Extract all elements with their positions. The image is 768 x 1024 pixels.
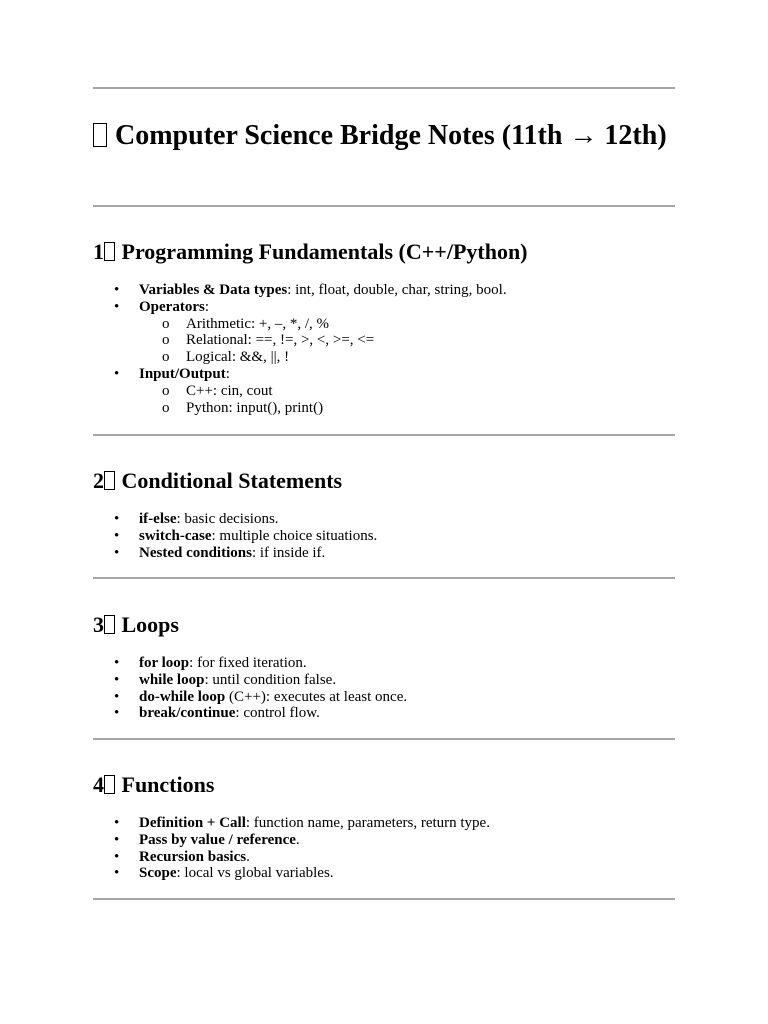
missing-glyph-icon <box>104 615 115 634</box>
bullet-list <box>93 282 507 416</box>
sub-list-item: o C++: cin, cout <box>139 383 507 400</box>
list-item-term: Variables & Data types <box>139 282 288 298</box>
missing-glyph-icon <box>93 123 107 147</box>
list-item-text: : function name, parameters, return type. <box>245 815 490 831</box>
list-item-term: Recursion basics <box>139 848 247 865</box>
list-item <box>93 511 377 528</box>
list-item-term: Nested conditions <box>139 544 252 561</box>
section-heading-text: Programming Fundamentals (C++/Python) <box>121 239 528 264</box>
list-item <box>93 689 407 706</box>
sub-list-item: o Python: input(), print() <box>139 400 507 417</box>
document-title-text: Computer Science Bridge Notes (11th → 12th) <box>115 120 667 151</box>
list-item <box>93 299 507 366</box>
section-number: 2 <box>93 468 104 493</box>
section-number: 3 <box>93 612 104 637</box>
list-item <box>93 849 490 866</box>
horizontal-rule <box>93 434 675 436</box>
list-item-text: : basic decisions. <box>176 511 279 527</box>
section-heading-text: Loops <box>121 612 179 637</box>
list-item-term: Definition + Call <box>139 815 246 831</box>
list-item-text: : for fixed iteration. <box>189 655 307 671</box>
list-item <box>93 832 490 849</box>
missing-glyph-icon <box>104 775 115 794</box>
list-item-term: switch-case <box>139 527 212 544</box>
list-item-text: : multiple choice situations. <box>211 527 378 544</box>
horizontal-rule <box>93 205 675 207</box>
horizontal-rule <box>93 87 675 89</box>
list-item-term: if-else <box>139 511 177 527</box>
list-item-text: . <box>295 831 300 848</box>
list-item-text: : int, float, double, char, string, bool. <box>287 282 507 298</box>
list-item-text: : <box>225 365 230 382</box>
missing-glyph-icon <box>104 471 115 490</box>
list-item-text: : if inside if. <box>251 544 326 561</box>
list-item <box>93 528 377 545</box>
list-item-text: : control flow. <box>235 705 320 722</box>
list-item-term: while loop <box>139 671 205 688</box>
list-item <box>93 655 407 672</box>
list-item-term: Operators <box>139 298 205 315</box>
sub-list-item: o Relational: ==, !=, >, <, >=, <= <box>139 332 507 349</box>
list-item-text: : until condition false. <box>204 671 337 688</box>
list-item-text: : <box>204 298 209 315</box>
section-heading-text: Conditional Statements <box>121 468 343 493</box>
sub-list-item: o Logical: &&, ||, ! <box>139 349 507 366</box>
sub-list <box>139 316 507 366</box>
section-heading-functions <box>93 772 214 798</box>
list-item <box>93 672 407 689</box>
list-item <box>93 815 490 832</box>
horizontal-rule <box>93 577 675 579</box>
sub-list <box>139 383 507 417</box>
list-item <box>93 282 507 299</box>
list-item <box>93 705 407 722</box>
bullet-list <box>93 655 407 722</box>
list-item <box>93 366 507 416</box>
section-heading-loops <box>93 612 179 638</box>
missing-glyph-icon <box>104 242 115 261</box>
list-item-term: Input/Output <box>139 365 226 382</box>
list-item-term: break/continue <box>139 705 236 722</box>
document-title <box>93 118 675 153</box>
section-number: 1 <box>93 239 104 264</box>
horizontal-rule <box>93 898 675 900</box>
section-heading-programming-fundamentals <box>93 239 528 265</box>
section-heading-conditional-statements <box>93 468 342 494</box>
list-item-text: . <box>246 848 250 865</box>
section-heading-text: Functions <box>121 772 215 797</box>
list-item-term: for loop <box>139 655 190 671</box>
list-item-term: do-while loop <box>139 688 226 705</box>
bullet-list <box>93 815 490 882</box>
list-item <box>93 545 377 562</box>
sub-list-item: o Arithmetic: +, –, *, /, % <box>139 316 507 333</box>
horizontal-rule <box>93 738 675 740</box>
list-item-text: (C++): executes at least once. <box>225 688 408 705</box>
list-item-text: : local vs global variables. <box>176 865 334 882</box>
section-number: 4 <box>93 772 104 797</box>
list-item-term: Pass by value / reference <box>139 831 296 848</box>
list-item <box>93 865 490 882</box>
list-item-term: Scope <box>139 865 177 882</box>
bullet-list <box>93 511 377 561</box>
